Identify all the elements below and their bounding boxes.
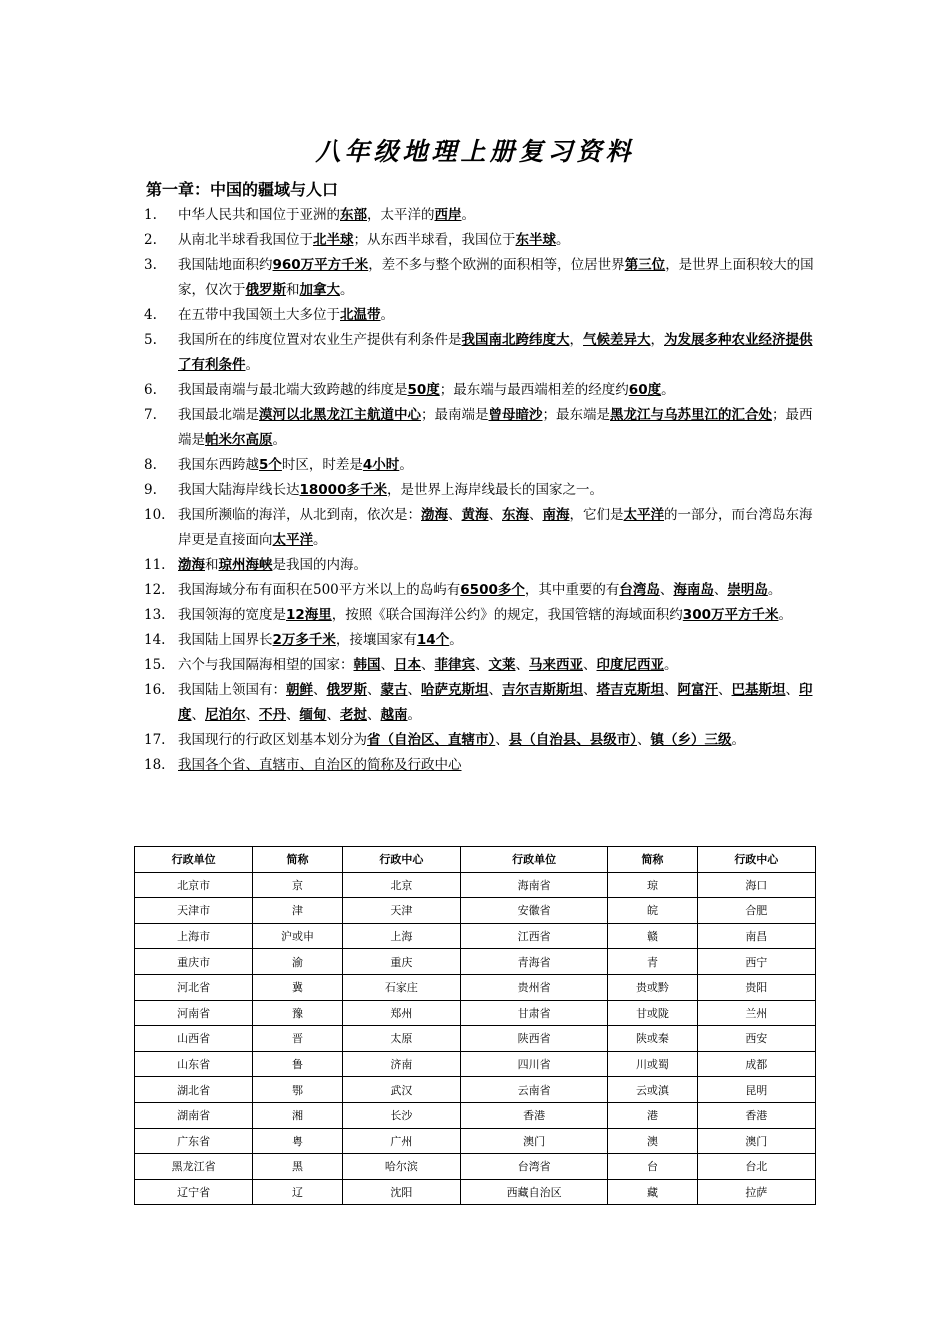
item-text-segment: 我国陆上领国有：: [178, 682, 286, 698]
item-text-segment: ；最西端是: [178, 407, 813, 448]
table-cell: 澳门: [697, 1128, 815, 1154]
key-answer: 第三位: [624, 257, 666, 273]
item-text: [178, 757, 462, 773]
key-answer: 琼州海峡: [218, 557, 273, 573]
table-cell: 沈阳: [342, 1179, 460, 1205]
item-text-segment: ，是世界上面积较大的国家，仅次于: [178, 257, 814, 298]
item-number: 18.: [144, 757, 166, 773]
item-text-segment: 是我国的内海。: [272, 557, 367, 573]
table-row: [135, 1000, 816, 1026]
item-text-segment: 、: [286, 707, 300, 723]
item-text-segment: ，: [569, 332, 583, 348]
item-text-segment: 我国最北端是: [178, 407, 259, 423]
item-text: [178, 407, 813, 448]
item-text-segment: 。: [449, 632, 463, 648]
list-item: [140, 578, 820, 603]
key-answer: 东海: [502, 507, 529, 523]
item-text-segment: 、: [713, 582, 728, 598]
item-text-segment: 。: [556, 232, 570, 248]
table-cell: 湖南省: [135, 1102, 253, 1128]
list-item: [140, 228, 820, 253]
item-text-segment: 。: [767, 582, 782, 598]
item-text-segment: 、: [367, 682, 381, 698]
table-cell: 山西省: [135, 1026, 253, 1052]
table-cell: 香港: [461, 1102, 608, 1128]
key-answer: 哈萨克斯坦: [421, 682, 489, 698]
list-item: [140, 253, 820, 303]
table-row: [135, 923, 816, 949]
table-cell: 天津: [342, 898, 460, 924]
item-text-segment: 和: [286, 282, 300, 298]
key-answer: 西岸: [434, 207, 462, 223]
item-text-segment: 、: [407, 682, 421, 698]
table-row: [135, 898, 816, 924]
table-cell: 武汉: [342, 1077, 460, 1103]
item-text: [178, 657, 678, 673]
item-text: [178, 232, 570, 248]
item-number: 9.: [144, 482, 157, 498]
table-cell: 云南省: [461, 1077, 608, 1103]
list-item: [140, 303, 820, 328]
item-text-segment: 和: [205, 557, 219, 573]
table-cell: 昆明: [697, 1077, 815, 1103]
list-item: [140, 403, 820, 453]
table-cell: 云或滇: [608, 1077, 697, 1103]
item-text-segment: 、: [495, 732, 509, 748]
key-answer: 不丹: [259, 707, 286, 723]
table-row: [135, 872, 816, 898]
key-answer: 960万平方千米: [272, 257, 369, 273]
key-answer: 台湾岛: [619, 582, 660, 598]
key-answer: 缅甸: [299, 707, 327, 723]
table-cell: 台: [608, 1154, 697, 1180]
table-cell: 琼: [608, 872, 697, 898]
table-cell: 澳: [608, 1128, 697, 1154]
table-cell: 海南省: [461, 872, 608, 898]
table-cell: 晋: [253, 1026, 342, 1052]
key-answer: 尼泊尔: [205, 707, 246, 723]
admin-division-table: [134, 846, 816, 1205]
item-text-segment: ，太平洋的: [367, 207, 435, 223]
table-header-cell: 行政单位: [461, 847, 608, 873]
table-cell: 江西省: [461, 923, 608, 949]
item-text-segment: 。: [461, 207, 475, 223]
key-answer: 老挝: [340, 707, 367, 723]
item-text-segment: ，它们是: [569, 507, 624, 523]
table-cell: 济南: [342, 1051, 460, 1077]
table-cell: 陕或秦: [608, 1026, 697, 1052]
table-cell: 青: [608, 949, 697, 975]
item-text: [178, 207, 475, 223]
item-text-segment: 。: [245, 357, 259, 373]
item-text-segment: 。: [778, 607, 792, 623]
item-text-segment: 、: [583, 657, 597, 673]
item-text-segment: 我国海域分布有面积在500平方米以上的岛屿有: [178, 582, 461, 598]
list-item: [140, 753, 820, 778]
key-answer: 俄罗斯: [326, 682, 367, 698]
table-header-cell: 行政中心: [342, 847, 460, 873]
item-text-segment: 我国所在的纬度位置对农业生产提供有利条件是: [178, 332, 462, 348]
item-number: 3.: [144, 257, 157, 273]
table-cell: 香港: [697, 1102, 815, 1128]
item-text-segment: 、: [448, 507, 462, 523]
table-cell: 四川省: [461, 1051, 608, 1077]
list-item: [140, 203, 820, 228]
item-text-segment: 我国最南端与最北端大致跨越的纬度是: [178, 382, 408, 398]
item-text-segment: 。: [313, 532, 327, 548]
table-cell: 贵阳: [697, 974, 815, 1000]
table-cell: 鄂: [253, 1077, 342, 1103]
item-text-segment: 我国现行的行政区划基本划分为: [178, 732, 367, 748]
key-answer: 我国南北跨纬度大: [461, 332, 570, 348]
key-answer: 5个: [259, 457, 282, 473]
list-item: [140, 653, 820, 678]
list-item: [140, 603, 820, 628]
item-text-segment: 从南北半球看我国位于: [178, 232, 313, 248]
table-cell: 长沙: [342, 1102, 460, 1128]
key-answer: 海南岛: [673, 582, 714, 598]
list-item: [140, 453, 820, 478]
item-text-segment: 、: [718, 682, 732, 698]
key-answer: 2万多千米: [272, 632, 336, 648]
list-item: [140, 478, 820, 503]
item-text-segment: 我国陆上国界长: [178, 632, 273, 648]
item-text-segment: 、: [475, 657, 489, 673]
table-cell: 鲁: [253, 1051, 342, 1077]
table-row: [135, 1179, 816, 1205]
key-answer: 气候差异大: [583, 332, 651, 348]
key-answer: 为发展多种农业经济提供了有利条件: [178, 332, 813, 373]
item-number: 6.: [144, 382, 157, 398]
table-row: [135, 1026, 816, 1052]
item-text-segment: 我国陆地面积约: [178, 257, 273, 273]
item-text-segment: 、: [664, 682, 678, 698]
table-cell: 山东省: [135, 1051, 253, 1077]
item-text: [178, 682, 813, 723]
table-header-row: [135, 847, 816, 873]
key-answer: 印度: [178, 682, 813, 723]
item-text-segment: 。: [380, 307, 394, 323]
key-answer: 曾母暗沙: [488, 407, 543, 423]
item-text-segment: 我国所濒临的海洋，从北到南，依次是：: [178, 507, 421, 523]
key-answer: 朝鲜: [286, 682, 313, 698]
key-answer: 4小时: [362, 457, 400, 473]
item-text-segment: ，差不多与整个欧洲的面积相等，位居世界: [368, 257, 625, 273]
item-text: [178, 632, 463, 648]
key-answer: 帕米尔高原: [205, 432, 273, 448]
table-cell: 皖: [608, 898, 697, 924]
item-text-segment: 我国领海的宽度是: [178, 607, 286, 623]
key-answer: 50度: [407, 382, 440, 398]
item-text: [178, 332, 813, 373]
item-text-segment: 、: [367, 707, 381, 723]
table-row: [135, 1077, 816, 1103]
item-number: 13.: [144, 607, 166, 623]
item-text-segment: 、: [380, 657, 394, 673]
table-cell: 沪或申: [253, 923, 342, 949]
item-text-segment: 。: [664, 657, 678, 673]
item-number: 8.: [144, 457, 157, 473]
item-text-segment: ，按照《联合国海洋公约》的规定，我国管辖的海域面积约: [331, 607, 683, 623]
key-answer: 黑龙江与乌苏里江的汇合处: [610, 407, 772, 423]
item-text-segment: ；最南端是: [421, 407, 489, 423]
list-item: [140, 503, 820, 553]
item-text-segment: 。: [272, 432, 286, 448]
table-row: [135, 1154, 816, 1180]
list-item: [140, 553, 820, 578]
item-text: [178, 507, 813, 548]
table-cell: 京: [253, 872, 342, 898]
table-row: [135, 974, 816, 1000]
item-number: 12.: [144, 582, 166, 598]
key-answer: 越南: [380, 707, 408, 723]
item-number: 4.: [144, 307, 157, 323]
table-cell: 西藏自治区: [461, 1179, 608, 1205]
item-text-segment: 。: [661, 382, 675, 398]
item-text-segment: 、: [245, 707, 259, 723]
key-answer: 县（自治县、县级市）: [508, 732, 637, 748]
item-text-segment: 、: [191, 707, 205, 723]
item-text-segment: ，接壤国家有: [335, 632, 417, 648]
table-header-cell: 行政中心: [697, 847, 815, 873]
key-answer: 东部: [340, 207, 367, 223]
list-item: [140, 378, 820, 403]
key-answer: 太平洋: [272, 532, 313, 548]
table-cell: 安徽省: [461, 898, 608, 924]
underlined-text: 我国各个省、直辖市、自治区的简称及行政中心: [178, 757, 462, 773]
table-cell: 津: [253, 898, 342, 924]
item-number: 17.: [144, 732, 166, 748]
item-text-segment: 、: [529, 507, 543, 523]
item-text-segment: 、: [313, 682, 327, 698]
item-text-segment: 时区，时差是: [281, 457, 363, 473]
table-cell: 辽宁省: [135, 1179, 253, 1205]
item-text: [178, 307, 394, 323]
review-list: [140, 203, 820, 778]
table-cell: 哈尔滨: [342, 1154, 460, 1180]
table-cell: 石家庄: [342, 974, 460, 1000]
key-answer: 南海: [542, 507, 570, 523]
table-cell: 太原: [342, 1026, 460, 1052]
item-text-segment: 、: [488, 507, 502, 523]
table-cell: 澳门: [461, 1128, 608, 1154]
table-cell: 贵或黔: [608, 974, 697, 1000]
item-text-segment: 、: [659, 582, 674, 598]
item-text-segment: ，其中重要的有: [524, 582, 620, 598]
key-answer: 北温带: [340, 307, 381, 323]
key-answer: 印度尼西亚: [596, 657, 664, 673]
table-cell: 冀: [253, 974, 342, 1000]
key-answer: 菲律宾: [434, 657, 475, 673]
item-number: 7.: [144, 407, 157, 423]
table-cell: 陕西省: [461, 1026, 608, 1052]
table-cell: 拉萨: [697, 1179, 815, 1205]
key-answer: 文莱: [488, 657, 516, 673]
table-cell: 黑: [253, 1154, 342, 1180]
table-cell: 海口: [697, 872, 815, 898]
item-text-segment: ；最东端与最西端相差的经度约: [439, 382, 629, 398]
item-number: 10.: [144, 507, 166, 523]
table-cell: 藏: [608, 1179, 697, 1205]
list-item: [140, 328, 820, 378]
table-cell: 重庆市: [135, 949, 253, 975]
table-cell: 兰州: [697, 1000, 815, 1026]
table-cell: 南昌: [697, 923, 815, 949]
item-text-segment: 、: [583, 682, 597, 698]
table-cell: 豫: [253, 1000, 342, 1026]
key-answer: 崇明岛: [727, 582, 768, 598]
table-cell: 天津市: [135, 898, 253, 924]
item-text-segment: 、: [326, 707, 340, 723]
table-cell: 黑龙江省: [135, 1154, 253, 1180]
item-number: 1.: [144, 207, 157, 223]
item-text-segment: 六个与我国隔海相望的国家：: [178, 657, 354, 673]
key-answer: 6500多个: [460, 582, 525, 598]
item-text: [178, 732, 745, 748]
table-cell: 港: [608, 1102, 697, 1128]
key-answer: 太平洋: [623, 507, 664, 523]
item-text: [178, 482, 603, 498]
table-cell: 西宁: [697, 949, 815, 975]
item-text-segment: ；从东西半球看，我国位于: [353, 232, 516, 248]
key-answer: 60度: [628, 382, 662, 398]
item-number: 14.: [144, 632, 166, 648]
table-cell: 青海省: [461, 949, 608, 975]
key-answer: 阿富汗: [677, 682, 718, 698]
key-answer: 马来西亚: [529, 657, 583, 673]
item-text-segment: 中华人民共和国位于亚洲的: [178, 207, 340, 223]
table-cell: 上海: [342, 923, 460, 949]
table-cell: 湘: [253, 1102, 342, 1128]
item-text-segment: 、: [421, 657, 435, 673]
table-cell: 合肥: [697, 898, 815, 924]
table-cell: 湖北省: [135, 1077, 253, 1103]
table-cell: 北京: [342, 872, 460, 898]
table-cell: 赣: [608, 923, 697, 949]
key-answer: 北半球: [313, 232, 354, 248]
key-answer: 黄海: [461, 507, 489, 523]
item-number: 5.: [144, 332, 157, 348]
item-text: [178, 257, 814, 298]
key-answer: 韩国: [353, 657, 381, 673]
key-answer: 镇（乡）三级: [650, 732, 732, 748]
table-cell: 西安: [697, 1026, 815, 1052]
item-number: 15.: [144, 657, 166, 673]
table-body: [135, 872, 816, 1205]
key-answer: 渤海: [421, 507, 448, 523]
key-answer: 省（自治区、直辖市）: [367, 732, 496, 748]
key-answer: 塔吉克斯坦: [596, 682, 664, 698]
key-answer: 渤海: [178, 557, 205, 573]
key-answer: 加拿大: [299, 282, 340, 298]
table-cell: 河北省: [135, 974, 253, 1000]
item-text-segment: 。: [731, 732, 745, 748]
table-cell: 广东省: [135, 1128, 253, 1154]
table-cell: 重庆: [342, 949, 460, 975]
table-cell: 甘或陇: [608, 1000, 697, 1026]
table-cell: 辽: [253, 1179, 342, 1205]
item-text-segment: 在五带中我国领土大多位于: [178, 307, 340, 323]
item-text-segment: 。: [407, 707, 421, 723]
item-text: [178, 557, 367, 573]
key-answer: 俄罗斯: [245, 282, 286, 298]
item-text-segment: 的一部分，而台湾岛东海岸更是直接面向: [178, 507, 813, 548]
key-answer: 日本: [394, 657, 421, 673]
table-cell: 台北: [697, 1154, 815, 1180]
item-text-segment: ，是世界上海岸线最长的国家之一。: [386, 482, 603, 498]
table-cell: 川或蜀: [608, 1051, 697, 1077]
key-answer: 蒙古: [380, 682, 408, 698]
item-text-segment: 、: [785, 682, 799, 698]
item-text-segment: 。: [340, 282, 354, 298]
table-header-cell: 简称: [253, 847, 342, 873]
item-number: 16.: [144, 682, 166, 698]
item-text-segment: 、: [637, 732, 651, 748]
page-title: 八年级地理上册复习资料: [315, 137, 635, 166]
table-cell: 粤: [253, 1128, 342, 1154]
key-answer: 吉尔吉斯斯坦: [502, 682, 583, 698]
table-row: [135, 949, 816, 975]
chapter-heading: 第一章：中国的疆域与人口: [146, 180, 339, 199]
item-text: [178, 582, 781, 598]
list-item: [140, 678, 820, 728]
table-cell: 渝: [253, 949, 342, 975]
key-answer: 巴基斯坦: [731, 682, 786, 698]
key-answer: 18000多千米: [299, 482, 387, 498]
item-text: [178, 457, 413, 473]
table-cell: 贵州省: [461, 974, 608, 1000]
item-text-segment: 我国大陆海岸线长达: [178, 482, 300, 498]
list-item: [140, 628, 820, 653]
key-answer: 300万平方千米: [682, 607, 779, 623]
table-header-cell: 行政单位: [135, 847, 253, 873]
item-text-segment: 我国东西跨越: [178, 457, 259, 473]
key-answer: 东半球: [515, 232, 556, 248]
item-text-segment: 、: [515, 657, 529, 673]
table-header-cell: 简称: [608, 847, 697, 873]
table-cell: 甘肃省: [461, 1000, 608, 1026]
list-item: [140, 728, 820, 753]
table-cell: 上海市: [135, 923, 253, 949]
key-answer: 12海里: [286, 607, 332, 623]
key-answer: 漠河以北黑龙江主航道中心: [259, 407, 421, 423]
table-row: [135, 1051, 816, 1077]
item-text-segment: 、: [488, 682, 502, 698]
table-cell: 广州: [342, 1128, 460, 1154]
item-text-segment: ；最东端是: [542, 407, 610, 423]
item-text: [178, 382, 675, 398]
item-text: [178, 607, 792, 623]
table-row: [135, 1102, 816, 1128]
table-cell: 北京市: [135, 872, 253, 898]
table-cell: 河南省: [135, 1000, 253, 1026]
item-text-segment: 。: [399, 457, 413, 473]
item-number: 2.: [144, 232, 157, 248]
key-answer: 14个: [416, 632, 450, 648]
table-cell: 成都: [697, 1051, 815, 1077]
item-number: 11.: [144, 557, 166, 573]
table-cell: 台湾省: [461, 1154, 608, 1180]
table-cell: 郑州: [342, 1000, 460, 1026]
table-row: [135, 1128, 816, 1154]
item-text-segment: ，: [650, 332, 664, 348]
